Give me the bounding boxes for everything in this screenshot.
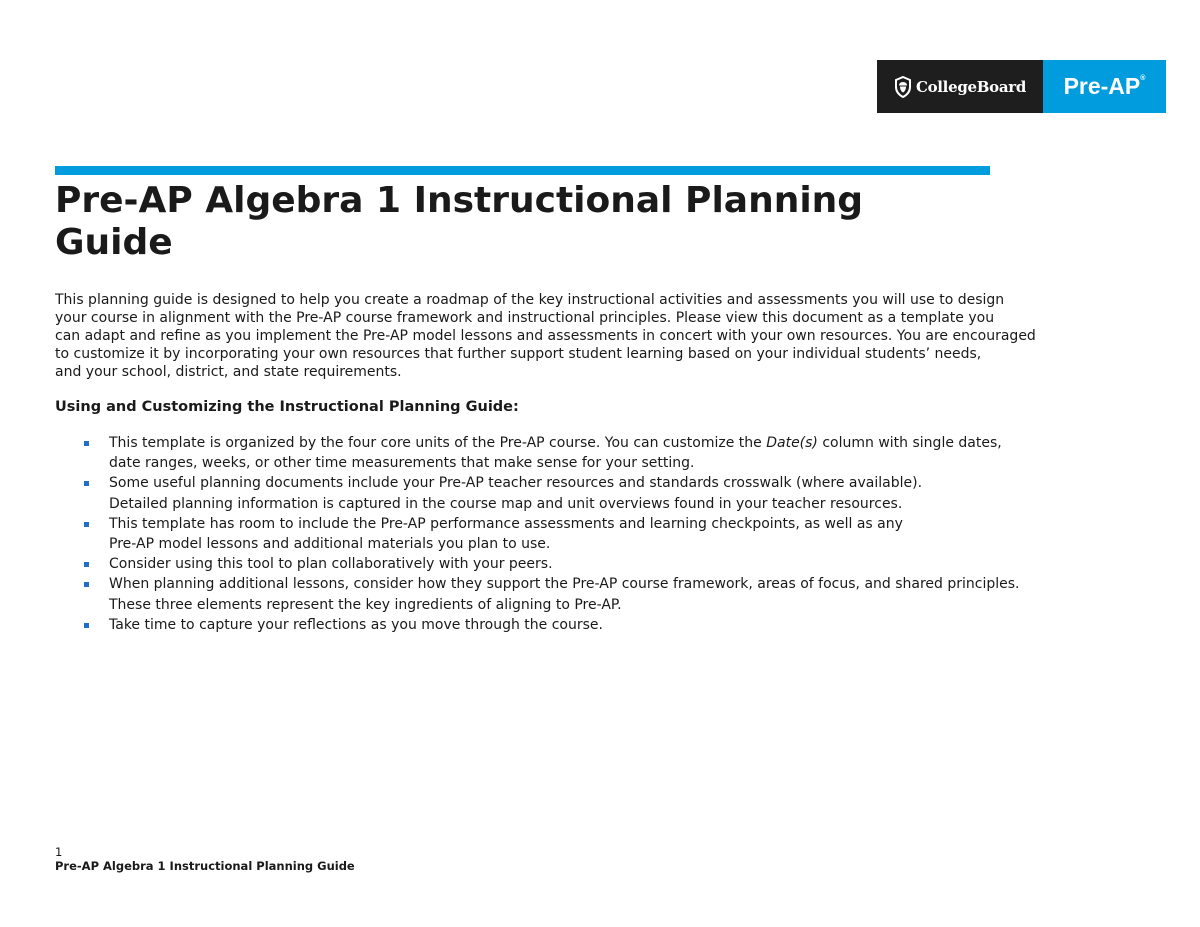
intro-line: and your school, district, and state requirements. xyxy=(55,364,402,380)
square-bullet-icon xyxy=(84,481,89,486)
bullet-line: Detailed planning information is captured in the course map and unit overviews found in your teacher resources. xyxy=(109,495,903,512)
square-bullet-icon xyxy=(84,582,89,587)
square-bullet-icon xyxy=(84,441,89,446)
bullet-line: Take time to capture your reflections as you move through the course. xyxy=(109,616,603,633)
preap-wordmark: Pre-AP® xyxy=(1063,73,1146,99)
collegeboard-preap-logo xyxy=(877,60,1166,113)
list-item xyxy=(55,574,1165,614)
bullet-line: Pre-AP model lessons and additional materials you plan to use. xyxy=(109,536,551,553)
list-item xyxy=(55,514,1165,554)
intro-line: your course in alignment with the Pre-AP course framework and instructional principles. Please view this document as a template you xyxy=(55,310,995,326)
bullet-line: Some useful planning documents include your Pre-AP teacher resources and standards crosswalk (where available). xyxy=(109,475,923,492)
footer-document-title: Pre-AP Algebra 1 Instructional Planning Guide xyxy=(55,859,355,873)
registered-mark: ® xyxy=(1140,75,1146,82)
intro-line: to customize it by incorporating your own resources that further support student learning based on your individual students’ needs, xyxy=(55,346,982,362)
bullet-line: Consider using this tool to plan collaboratively with your peers. xyxy=(109,556,553,573)
bullet-line: This template is organized by the four core units of the Pre-AP course. You can customize the Date(s) column with single dates, xyxy=(109,435,1002,451)
intro-paragraph xyxy=(55,291,1145,381)
list-item xyxy=(55,473,1165,513)
page-title: Pre-AP Algebra 1 Instructional Planning Guide xyxy=(55,180,864,263)
footer-page-number: 1 xyxy=(55,845,63,859)
collegeboard-logo xyxy=(877,60,1043,113)
guidance-bullet-list xyxy=(55,433,1165,635)
list-item xyxy=(55,433,1165,473)
bullet-line: date ranges, weeks, or other time measurements that make sense for your setting. xyxy=(109,455,695,472)
collegeboard-wordmark: CollegeBoard xyxy=(915,77,1027,96)
intro-line: can adapt and refine as you implement the Pre-AP model lessons and assessments in concert with your own resources. You are encouraged xyxy=(55,328,1036,344)
preap-logo xyxy=(1043,60,1166,113)
intro-line: This planning guide is designed to help you create a roadmap of the key instructional activities and assessments you will use to design xyxy=(55,292,1005,308)
list-item xyxy=(55,615,1165,635)
list-item xyxy=(55,554,1165,574)
square-bullet-icon xyxy=(84,562,89,567)
square-bullet-icon xyxy=(84,623,89,628)
bullet-line: When planning additional lessons, consider how they support the Pre-AP course framework, areas of focus, and shared principles. xyxy=(109,576,1020,593)
section-subheading: Using and Customizing the Instructional Planning Guide: xyxy=(55,399,519,415)
title-accent-bar xyxy=(55,166,990,175)
square-bullet-icon xyxy=(84,522,89,527)
dates-column-name: Date(s) xyxy=(766,435,818,451)
bullet-line: These three elements represent the key ingredients of aligning to Pre-AP. xyxy=(109,596,622,613)
shield-acorn-icon xyxy=(894,76,912,98)
bullet-line: This template has room to include the Pre-AP performance assessments and learning checkpoints, as well as any xyxy=(109,515,903,532)
